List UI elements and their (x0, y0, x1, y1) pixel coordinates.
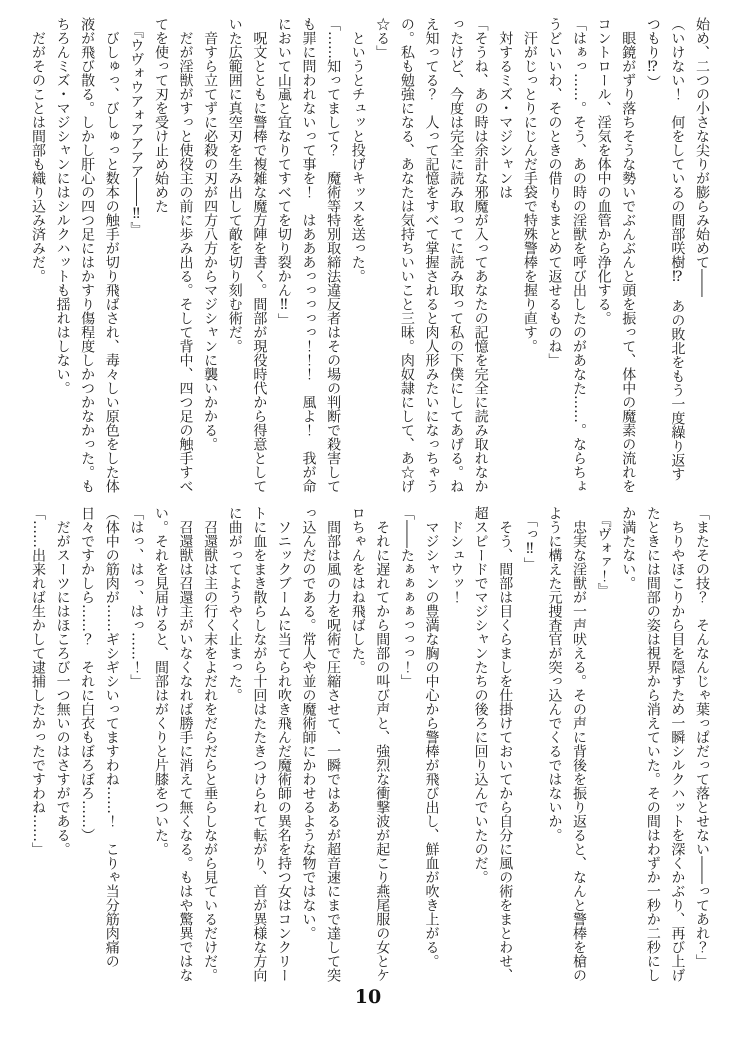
paragraph: 眼鏡がずり落ちそうな勢いでぶんぶんと頭を振って、体中の魔素の流れをコントロール、淫気を体中の血管から浄化する。 (595, 17, 637, 493)
paragraph: 始め、二つの小さな尖りが膨らみ始めて―― (694, 17, 710, 297)
paragraph: ちりやほこりから目を隠すため一瞬シルクハットを深くかぶり、再び上げたときには間部の姿は視界から消えていた。その間はわずか一秒か二秒にしか満たない。 (620, 506, 686, 982)
page-number: 10 (354, 986, 382, 1008)
paragraph: 「――たぁぁぁぁっっっ！」 (398, 506, 415, 688)
paragraph: 「そうね、あの時は余計な邪魔が入ってあなたの記憶を完全に読み取れなかったけど、今度は完全に読み取ってに読み取って私の下僕にしてあげる。ねえ知ってる？ 人って記憶をすべて掌握されると肉人形みたいになっちゃうの。私も勉強になる、あなたは気持ちいいこと三昧。肉奴隷にして、あ☆げ☆る」 (374, 17, 489, 493)
paragraph: だがスーツにはほころび一つ無いのはさすがである。 (54, 506, 71, 856)
paragraph: だがそのことは間部も織り込み済みだ。 (29, 17, 46, 283)
paragraph: ソニックブームに当てられ吹き飛んだ魔術師の異名を持つ女はコンクリートに血をまき散らしながら十回はたたきつけられて転がり、首が異様な方向に曲がってようやく止まった。 (226, 506, 292, 982)
paragraph: 「……出来れば生かして逮捕したかったですわね……」 (29, 506, 46, 856)
paragraph: というとチュッと投げキッスを送った。 (349, 17, 366, 283)
paragraph: （体中の筋肉が……ギシギシいってますわね……！ こりゃ当分筋肉痛の日々ですかしら……？ それに白衣もぼろぼろ……） (79, 506, 120, 968)
paragraph: 音すら立てずに必殺の刃が四方八方からマジシャンに襲いかかる。 (202, 17, 219, 451)
paragraph: だが淫獣がすっと使役主の前に歩み出る。そして背中、四つ足の触手すべてを使って刃を受け止め始めた (152, 17, 194, 493)
paragraph: そう、間部は目くらましを仕掛けておいてから自分に風の術をまとわせ、超スピードでマジシャンたちの後ろに回り込んでいたのだ。 (472, 506, 514, 982)
paragraph: 間部は風の力を呪術で圧縮させて、一瞬ではあるが超音速にまで達して突っ込んだのである。常人や並の魔術師にかわせるような物ではない。 (300, 506, 342, 982)
paragraph: 「……知ってまして？ 魔術等特別取締法違反者はその場の判断で殺害しても罪に問われないって事を！ はあああっっっっっ！！！ 風よ！ 我が命において山颪と宜なりてすべてを切り裂かん‼」 (275, 17, 342, 493)
paragraph: 汗がじっとりにじんだ手袋で特殊警棒を握り直す。 (521, 17, 538, 353)
paragraph: （いけない！ 何をしているの間部咲樹⁉ あの敗北をもう一度繰り返すつもり⁉） (644, 17, 686, 481)
paragraph: 「はぁっ……。そう、あの時の淫獣を呼び出したのがあなた……。ならちょうどいいわ、そのときの借りもまとめて返せるものね」 (546, 17, 588, 493)
paragraph: 『ヴォァ！』 (595, 506, 612, 597)
paragraph: マジシャンの豊満な胸の中心から警棒が飛び出し、鮮血が吹き上がる。 (423, 506, 440, 968)
paragraph: 忠実な淫獣が一声吠える。その声に背後を振り返ると、なんと警棒を槍のように構えた元捜査官が突っ込んでくるではないか。 (546, 506, 588, 982)
paragraph: 「っ‼」 (521, 506, 538, 571)
paragraph: 召還獣は主の行く末をよだれをだらだらと垂らしながら見ているだけだ。 (202, 506, 219, 982)
paragraph: ドシュウッ！ (448, 506, 465, 604)
paragraph: 呪文とともに警棒で複雑な魔方陣を書く。間部が現役時代から得意としていた広範囲に真空刃を生み出して敵を切り刻む術だ。 (226, 17, 268, 493)
paragraph: 「はっ、はっ、はっ……！」 (128, 506, 145, 688)
text-block-bottom (20, 506, 714, 982)
paragraph: それに遅れてから間部の叫び声と、強烈な衝撃波が起こり燕尾服の女とケロちゃんをはね飛ばした。 (349, 506, 391, 982)
text-block-top (20, 17, 714, 493)
paragraph: 召還獣は召還主がいなくなれば勝手に消えて無くなる。もはや驚異ではない。それを見届けると、間部はがくりと片膝をついた。 (152, 506, 194, 982)
paragraph: 「またその技？ そんなんじゃ葉っぱだって落とせない――ってあれ？」 (694, 506, 710, 968)
paragraph: 対するミズ・マジシャンは (497, 17, 514, 199)
paragraph: びしゅっ、びしゅっと数本の触手が切り飛ばされ、毒々しい原色をした体液が飛び散る。しかし肝心の四つ足にはかすり傷程度しかつかなかった。もちろんミズ・マジシャンにはシルクハットも揺れはしない。 (54, 17, 120, 493)
paragraph: 『ウヴォウアォアアアア――‼』 (128, 17, 145, 236)
